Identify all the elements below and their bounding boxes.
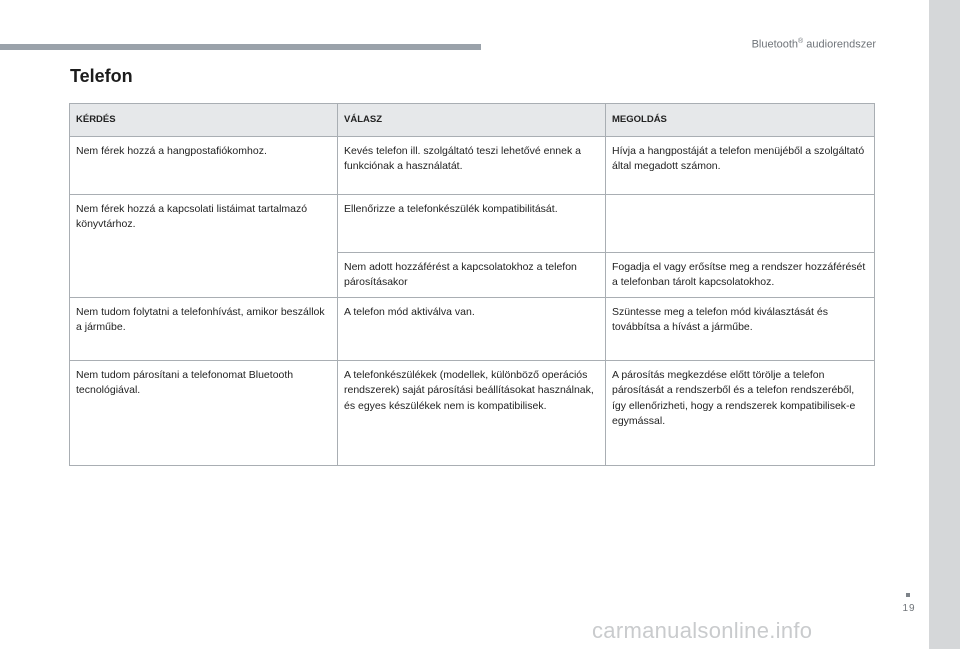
answer-cell: A telefonkészülékek (modellek, különböző operációs rendszerek) saját párosítási beállításokat használnak, és egyes készülékek nem is kompatibilisek. <box>338 360 606 465</box>
page-marker <box>906 593 910 597</box>
page-number: 19 <box>902 603 916 614</box>
section-header: Bluetooth® audiorendszer <box>751 38 876 51</box>
answer-cell: Nem adott hozzáférést a kapcsolatokhoz a telefon párosításakor <box>338 252 606 297</box>
solution-cell <box>606 194 875 252</box>
table-row <box>70 194 875 252</box>
question-cell: Nem férek hozzá a hangpostafiókomhoz. <box>70 136 338 194</box>
table-header-row <box>70 104 875 137</box>
header-solution: MEGOLDÁS <box>606 104 875 137</box>
header-answer: VÁLASZ <box>338 104 606 137</box>
watermark: carmanualsonline.info <box>592 618 813 643</box>
table-row <box>70 136 875 194</box>
faq-table <box>69 103 875 466</box>
answer-cell: A telefon mód aktiválva van. <box>338 297 606 360</box>
side-strip <box>929 0 960 649</box>
solution-cell: Hívja a hangpostáját a telefon menüjéből a szolgáltató által megadott számon. <box>606 136 875 194</box>
table-row <box>70 297 875 360</box>
solution-cell: A párosítás megkezdése előtt törölje a telefon párosítását a rendszerből és a telefon rendszeréből, így ellenőrizheti, hogy a rendszerek kompatibilisek-e egymással. <box>606 360 875 465</box>
answer-cell: Ellenőrizze a telefonkészülék kompatibilitását. <box>338 194 606 252</box>
header-rule <box>0 44 481 50</box>
table-row <box>70 360 875 465</box>
question-cell: Nem férek hozzá a kapcsolati listáimat tartalmazó könyvtárhoz. <box>70 194 338 297</box>
solution-cell: Fogadja el vagy erősítse meg a rendszer hozzáférését a telefonban tárolt kapcsolatokhoz. <box>606 252 875 297</box>
question-cell: Nem tudom folytatni a telefonhívást, amikor beszállok a járműbe. <box>70 297 338 360</box>
registered-mark: ® <box>798 38 804 45</box>
page-title: Telefon <box>70 66 133 86</box>
question-cell: Nem tudom párosítani a telefonomat Bluetooth tecnológiával. <box>70 360 338 465</box>
answer-cell: Kevés telefon ill. szolgáltató teszi lehetővé ennek a funkciónak a használatát. <box>338 136 606 194</box>
solution-cell: Szüntesse meg a telefon mód kiválasztását és továbbítsa a hívást a járműbe. <box>606 297 875 360</box>
header-question: KÉRDÉS <box>70 104 338 137</box>
